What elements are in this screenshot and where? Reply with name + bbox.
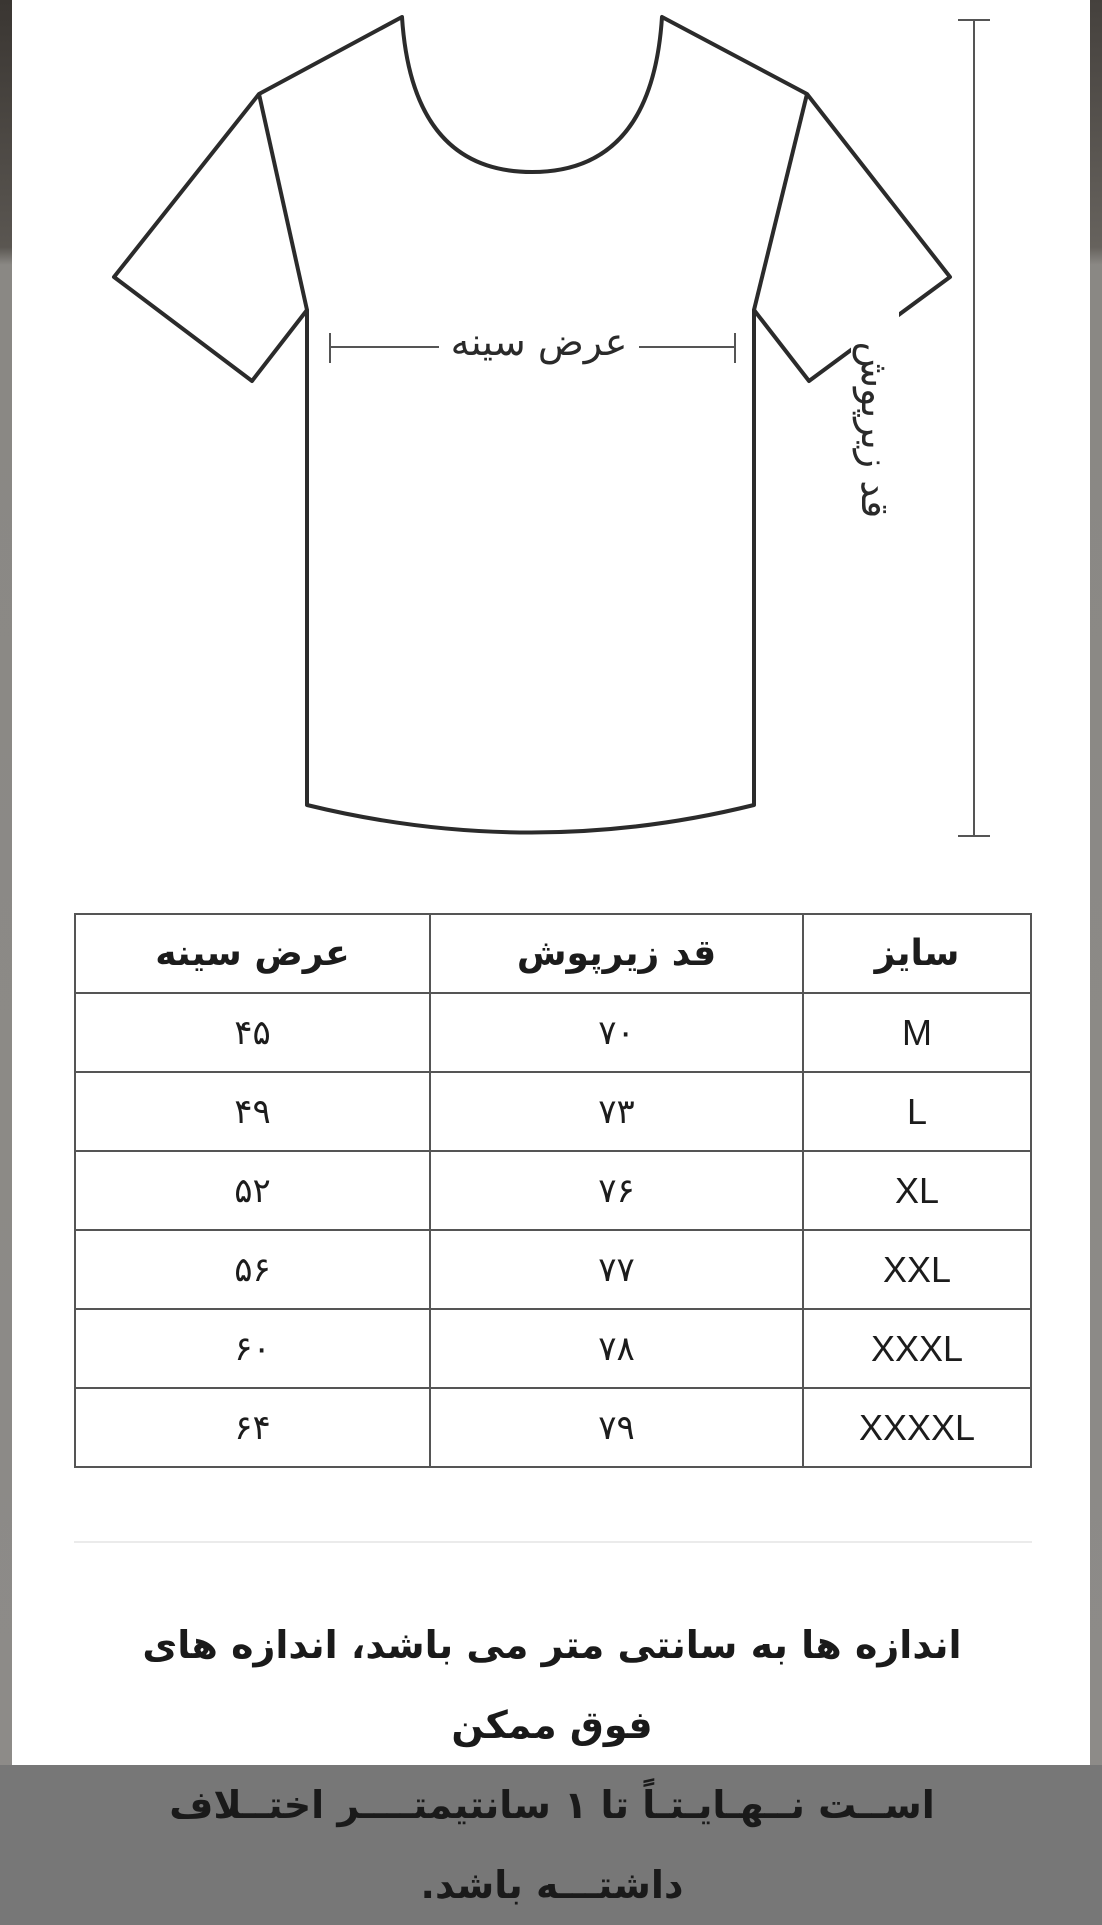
table-row	[75, 1151, 1031, 1230]
size-cell: XXXL	[803, 1309, 1031, 1388]
chest-cell: ۴۹	[75, 1072, 430, 1151]
tshirt-outline-icon	[12, 0, 1090, 860]
tshirt-diagram	[12, 0, 1090, 860]
chest-cell: ۶۴	[75, 1388, 430, 1467]
length-cell: ۷۷	[430, 1230, 803, 1309]
length-cell: ۷۹	[430, 1388, 803, 1467]
table-header-row	[75, 914, 1031, 993]
size-table	[74, 913, 1032, 1468]
length-cell: ۷۰	[430, 993, 803, 1072]
size-cell: XXL	[803, 1230, 1031, 1309]
background-edge-left	[0, 0, 12, 1765]
table-row	[75, 993, 1031, 1072]
table-row	[75, 1309, 1031, 1388]
size-cell: XL	[803, 1151, 1031, 1230]
table-row	[75, 1230, 1031, 1309]
size-cell: M	[803, 993, 1031, 1072]
size-cell: XXXXL	[803, 1388, 1031, 1467]
chest-cell: ۵۲	[75, 1151, 430, 1230]
size-note	[102, 1605, 1002, 1925]
length-measure-line	[958, 20, 990, 836]
chest-cell: ۴۵	[75, 993, 430, 1072]
note-line-1: اندازه ها به سانتی متر می باشد، اندازه های فوق ممکن	[142, 1623, 962, 1747]
chest-cell: ۵۶	[75, 1230, 430, 1309]
chest-width-label: عرض سینه	[439, 318, 639, 366]
length-cell: ۷۶	[430, 1151, 803, 1230]
size-cell: L	[803, 1072, 1031, 1151]
length-cell: ۷۳	[430, 1072, 803, 1151]
size-guide-card	[12, 0, 1090, 1907]
header-size: سایز	[803, 914, 1031, 993]
table-row	[75, 1388, 1031, 1467]
background-edge-right	[1090, 0, 1102, 1765]
note-line-2: اســت نــهـایـتـاً تا ۱ سانتیمتــــر اختــلاف داشتـــه باشد.	[169, 1783, 935, 1907]
header-length: قد زیرپوش	[430, 914, 803, 993]
chest-cell: ۶۰	[75, 1309, 430, 1388]
table-row	[75, 1072, 1031, 1151]
divider	[74, 1541, 1032, 1543]
garment-length-label: قد زیرپوش	[851, 310, 899, 550]
length-cell: ۷۸	[430, 1309, 803, 1388]
header-chest: عرض سینه	[75, 914, 430, 993]
